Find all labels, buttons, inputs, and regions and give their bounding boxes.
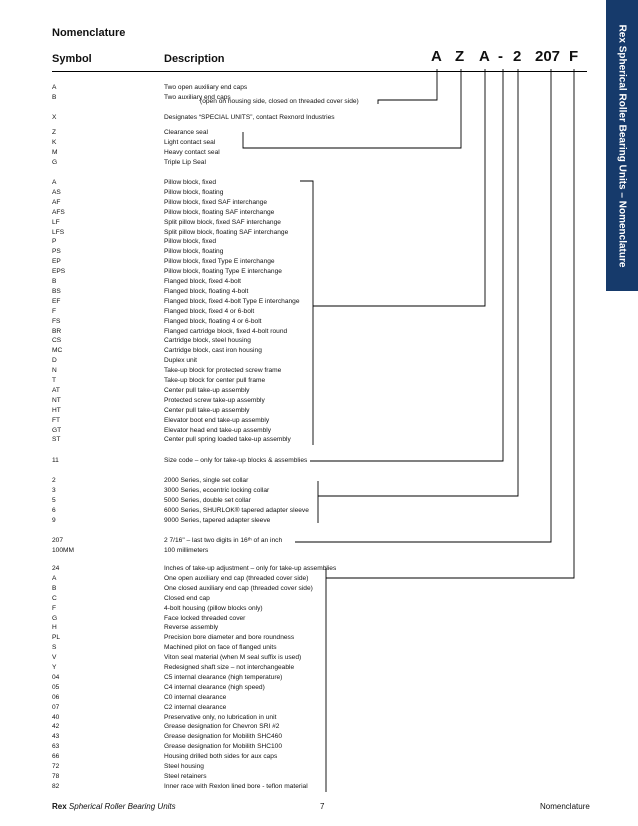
row-description: 4-bolt housing (pillow blocks only) (164, 604, 263, 612)
row-description: Viton seal material (when M seal suffix is used) (164, 654, 302, 662)
row-description: One closed auxiliary end cap (threaded cover side) (164, 584, 313, 592)
row-description: Split pillow block, fixed SAF interchange (164, 218, 281, 226)
row-description: Grease designation for Mobilith SHC100 (164, 743, 283, 751)
row-symbol: EP (52, 258, 61, 266)
row-description: Elevator head end take-up assembly (164, 426, 272, 434)
row-symbol: AFS (52, 208, 65, 216)
code-char-housing: A (479, 48, 490, 65)
row-symbol: PL (52, 634, 61, 642)
row-symbol: 9 (52, 516, 56, 524)
page-title: Nomenclature (52, 27, 126, 39)
row-description: Take-up block for protected screw frame (164, 367, 282, 375)
row-description: Take-up block for center pull frame (164, 377, 266, 384)
row-symbol: D (52, 357, 57, 365)
row-symbol: T (52, 377, 57, 384)
row-description: Pillow block, fixed Type E interchange (164, 258, 275, 266)
row-symbol: EPS (52, 268, 66, 276)
row-description: 100 millimeters (164, 546, 209, 554)
row-symbol: FT (52, 416, 61, 424)
row-symbol: MC (52, 347, 63, 355)
row-description: Precision bore diameter and bore roundness (164, 634, 295, 642)
row-symbol: LFS (52, 228, 65, 236)
row-symbol: 42 (52, 723, 60, 731)
row-description: Housing drilled both sides for aux caps (164, 753, 278, 761)
row-description: Pillow block, fixed (164, 179, 217, 186)
row-symbol: M (52, 148, 58, 156)
leader-size (295, 69, 551, 542)
code-char-seal: Z (455, 48, 465, 65)
row-description: Grease designation for Chevron SRI #2 (164, 723, 280, 731)
row-symbol: NT (52, 396, 61, 404)
code-char-suffix: F (569, 48, 579, 65)
leader-end-caps (378, 69, 437, 104)
row-description: Heavy contact seal (164, 148, 220, 156)
row-symbol: AS (52, 188, 61, 196)
row-description: Pillow block, fixed SAF interchange (164, 198, 267, 206)
row-symbol: 24 (52, 565, 60, 572)
row-symbol: A (52, 179, 57, 186)
footer-brand: Rex (52, 802, 67, 811)
row-description: Machined pilot on face of flanged units (164, 644, 277, 652)
row-symbol: 100MM (52, 546, 74, 554)
footer-section: Nomenclature (540, 802, 590, 811)
code-char-end-caps: A (431, 48, 442, 65)
row-description: C4 internal clearance (high speed) (164, 683, 265, 691)
row-description: Center pull spring loaded take-up assembly (164, 436, 291, 444)
row-symbol: A (52, 84, 57, 91)
row-description: Duplex unit (164, 357, 197, 365)
row-description: Split pillow block, floating SAF interchange (164, 228, 289, 236)
row-description: C5 internal clearance (high temperature) (164, 673, 283, 681)
row-description: Reverse assembly (164, 624, 219, 632)
row-description: C0 internal clearance (164, 693, 227, 701)
row-symbol: ST (52, 436, 61, 444)
row-symbol: G (52, 614, 58, 622)
row-description: Triple Lip Seal (164, 158, 206, 166)
footer-left (52, 802, 176, 811)
row-description: Protected screw take-up assembly (164, 396, 265, 404)
code-char-dash: - (498, 48, 503, 65)
row-symbol: FS (52, 317, 61, 325)
row-symbol: 63 (52, 743, 60, 751)
row-description: Center pull take-up assembly (164, 406, 250, 414)
row-description: 5000 Series, double set collar (164, 496, 251, 504)
row-symbol: 66 (52, 753, 60, 761)
row-symbol: CS (52, 337, 62, 345)
leader-housing (300, 181, 313, 445)
side-title: Rex Spherical Roller Bearing Units – Nomenclature (616, 24, 628, 268)
row-symbol: A (52, 574, 57, 582)
row-symbol: F (52, 307, 57, 315)
row-symbol: Z (52, 129, 57, 136)
row-description: Flanged cartridge block, fixed 4-bolt round (164, 327, 288, 335)
row-description: Cartridge block, cast iron housing (164, 347, 262, 355)
row-description: Grease designation for Mobilith SHC460 (164, 733, 283, 741)
row-description: Pillow block, fixed (164, 238, 217, 246)
row-description: Light contact seal (164, 138, 216, 146)
leader-housing-join (313, 69, 485, 306)
row-description: C2 internal clearance (164, 703, 227, 711)
row-description: 2000 Series, single set collar (164, 477, 249, 484)
row-symbol: AT (52, 386, 60, 394)
row-description: Flanged block, fixed 4-bolt Type E interchange (164, 297, 300, 305)
footer-page-number: 7 (320, 802, 325, 811)
row-symbol: LF (52, 218, 60, 226)
row-symbol: PS (52, 248, 61, 256)
code-char-size: 207 (535, 48, 561, 65)
footer-doc-title: Spherical Roller Bearing Units (68, 802, 176, 811)
row-description: Two auxiliary end caps (164, 93, 231, 101)
row-symbol: BR (52, 327, 62, 335)
row-symbol: F (52, 604, 57, 612)
row-description: 3000 Series, eccentric locking collar (164, 486, 270, 494)
leader-seal (243, 69, 461, 148)
row-symbol: B (52, 93, 57, 101)
row-symbol: H (52, 624, 57, 632)
description-column-header: Description (164, 53, 225, 65)
row-symbol: 43 (52, 733, 60, 741)
row-description: Pillow block, floating (164, 248, 224, 256)
row-symbol: GT (52, 426, 62, 434)
row-description: Two open auxiliary end caps (164, 84, 248, 91)
row-symbol: 207 (52, 537, 64, 544)
row-description: Flanged block, fixed 4-bolt (164, 278, 241, 285)
row-symbol: 5 (52, 496, 56, 504)
row-description: Face locked threaded cover (164, 614, 246, 622)
row-symbol: EF (52, 297, 61, 305)
row-description: Inches of take-up adjustment – only for take-up assemblies (164, 565, 337, 572)
row-symbol: 06 (52, 693, 60, 701)
row-symbol: B (52, 584, 57, 592)
row-description: Center pull take-up assembly (164, 386, 250, 394)
row-description: Size code – only for take-up blocks & assemblies (164, 457, 308, 464)
row-description: Inner race with Rexlon lined bore - teflon material (164, 782, 308, 790)
row-symbol: 82 (52, 782, 60, 790)
row-description: Flanged block, floating 4-bolt (164, 287, 249, 295)
row-description: Pillow block, floating (164, 188, 224, 196)
row-symbol: BS (52, 287, 61, 295)
symbol-column-header: Symbol (52, 53, 92, 65)
row-symbol: C (52, 594, 57, 602)
row-symbol: 6 (52, 506, 56, 514)
row-description: Designates “SPECIAL UNITS”, contact Rexnord Industries (164, 113, 335, 121)
row-symbol: 05 (52, 683, 60, 691)
row-description: Preservative only, no lubrication in unit (164, 713, 277, 721)
code-char-series: 2 (513, 48, 522, 65)
row-symbol: 07 (52, 703, 60, 711)
row-symbol: 3 (52, 486, 56, 494)
row-symbol: B (52, 278, 57, 285)
row-description: Redesigned shaft size – not interchangeable (164, 664, 295, 671)
row-description: 9000 Series, tapered adapter sleeve (164, 516, 271, 524)
end-cap-note: (open on housing side, closed on threaded cover side) (200, 98, 359, 105)
row-description: Pillow block, floating SAF interchange (164, 208, 275, 216)
row-description: One open auxiliary end cap (threaded cover side) (164, 574, 309, 582)
leader-series-join (318, 69, 518, 496)
row-description: Cartridge block, steel housing (164, 337, 251, 345)
row-symbol: 72 (52, 763, 60, 770)
row-symbol: Y (52, 664, 57, 671)
row-symbol: 40 (52, 713, 60, 721)
row-description: 2 7/16" – last two digits in 16ᵗʰ of an inch (164, 537, 283, 544)
row-symbol: N (52, 367, 57, 375)
row-symbol: 78 (52, 772, 60, 780)
row-symbol: S (52, 644, 57, 652)
row-symbol: 04 (52, 673, 60, 681)
row-description: Pillow block, floating Type E interchange (164, 268, 282, 276)
leader-suffix-join (326, 69, 574, 578)
row-symbol: K (52, 138, 57, 146)
row-symbol: 2 (52, 477, 56, 484)
row-symbol: V (52, 654, 57, 662)
row-description: Steel housing (164, 763, 204, 770)
row-description: Elevator boot end take-up assembly (164, 416, 270, 424)
row-symbol: P (52, 238, 57, 246)
row-description: Flanged block, fixed 4 or 6-bolt (164, 307, 255, 315)
row-description: Closed end cap (164, 594, 210, 602)
row-symbol: G (52, 158, 58, 166)
row-description: Steel retainers (164, 772, 207, 780)
row-symbol: 11 (52, 457, 59, 464)
row-symbol: X (52, 113, 57, 121)
row-symbol: AF (52, 198, 61, 206)
leader-size-code (310, 69, 503, 461)
row-description: 6000 Series, SHURLOK® tapered adapter sleeve (164, 506, 309, 514)
row-description: Flanged block, floating 4 or 6-bolt (164, 317, 262, 325)
row-description: Clearance seal (164, 129, 208, 136)
row-symbol: HT (52, 406, 61, 414)
